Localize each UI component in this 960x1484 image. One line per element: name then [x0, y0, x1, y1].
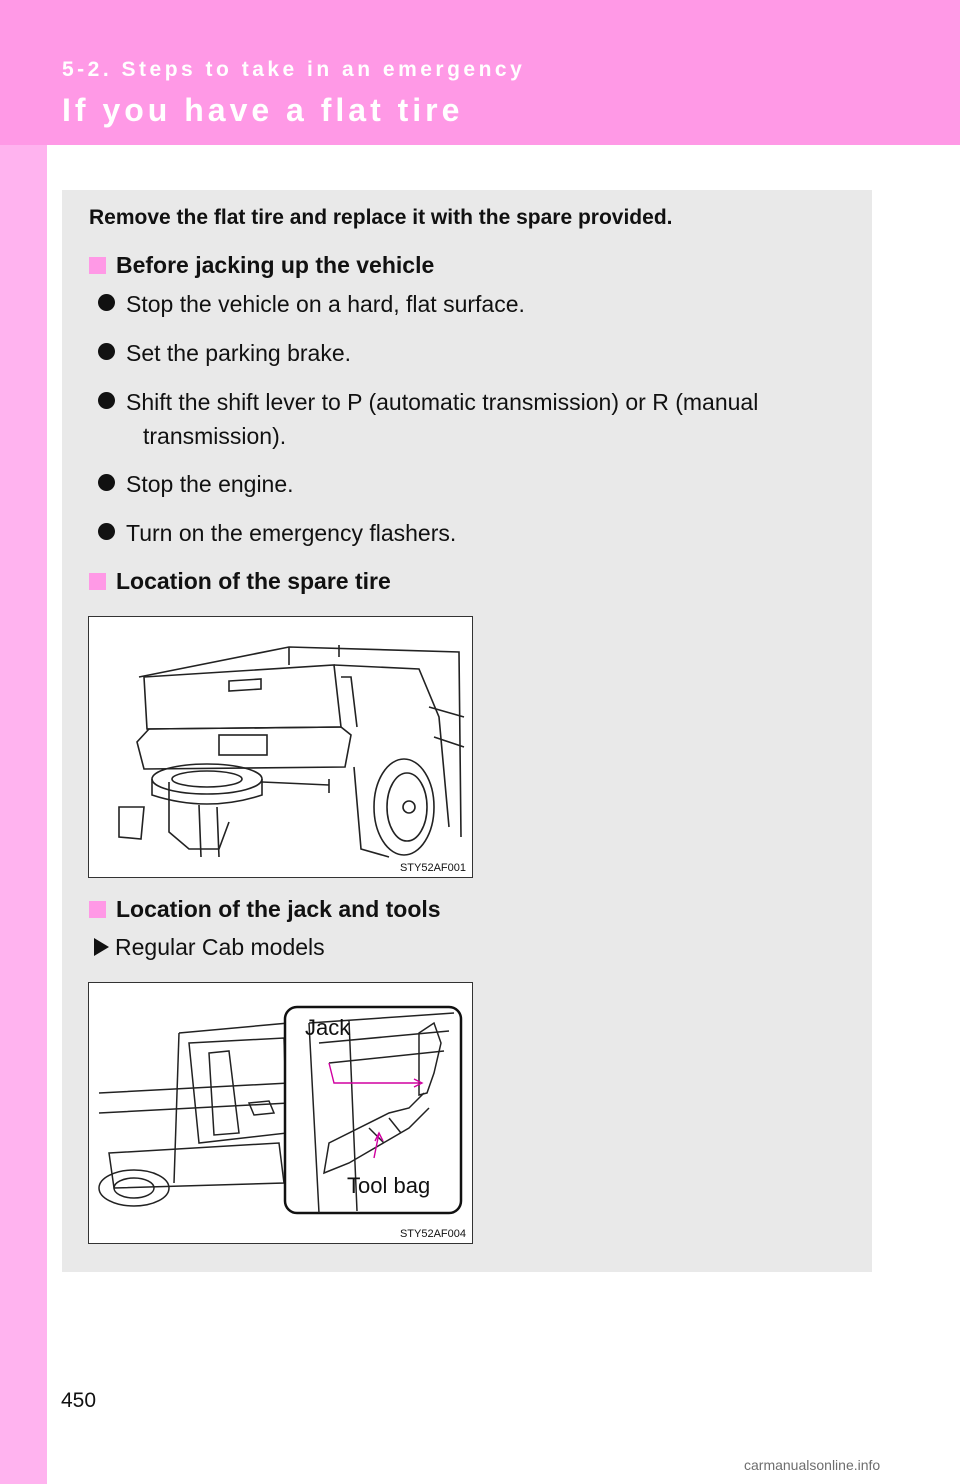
bullet-dot-icon	[98, 392, 115, 409]
model-label-text: Regular Cab models	[115, 934, 325, 960]
bullet-item	[98, 471, 294, 498]
bullet-dot-icon	[98, 294, 115, 311]
bullet-text: Turn on the emergency flashers.	[126, 520, 457, 546]
heading-spare-location	[89, 568, 391, 595]
label-jack: Jack	[305, 1015, 351, 1040]
intro-text: Remove the flat tire and replace it with the spare provided.	[89, 206, 673, 229]
section-title: 5-2. Steps to take in an emergency	[62, 58, 526, 81]
truck-rear-illustration	[89, 617, 472, 877]
heading-jack-location	[89, 896, 441, 923]
bullet-item	[98, 340, 351, 367]
heading-before-jacking	[89, 252, 434, 279]
bullet-continuation: transmission).	[143, 423, 287, 449]
bullet-text: Set the parking brake.	[126, 340, 352, 366]
label-tool-bag: Tool bag	[347, 1173, 431, 1198]
model-label	[94, 934, 325, 961]
heading-before-jacking-text: Before jacking up the vehicle	[116, 252, 435, 278]
bullet-text: Shift the shift lever to P (automatic transmission) or R (manual	[126, 389, 759, 415]
bullet-item	[98, 389, 758, 416]
square-bullet-icon	[89, 257, 106, 274]
watermark: carmanualsonline.info	[744, 1457, 881, 1473]
side-tab-strip	[0, 145, 47, 1484]
bullet-dot-icon	[98, 343, 115, 360]
bullet-item	[98, 520, 456, 547]
figure-spare-tire	[88, 616, 473, 878]
cab-interior-illustration	[89, 983, 472, 1243]
page-number: 450	[61, 1389, 97, 1412]
bullet-item	[98, 291, 525, 318]
square-bullet-icon	[89, 901, 106, 918]
page-header	[0, 0, 960, 145]
figure-code: STY52AF004	[399, 1228, 466, 1240]
heading-jack-location-text: Location of the jack and tools	[116, 896, 441, 922]
figure-code: STY52AF001	[399, 862, 466, 874]
page-title: If you have a flat tire	[62, 92, 464, 128]
arrow-right-icon	[94, 938, 109, 956]
figure-jack-tools	[88, 982, 473, 1244]
bullet-dot-icon	[98, 474, 115, 491]
bullet-text: Stop the vehicle on a hard, flat surface.	[126, 291, 525, 317]
square-bullet-icon	[89, 573, 106, 590]
bullet-text: Stop the engine.	[126, 471, 294, 497]
bullet-dot-icon	[98, 523, 115, 540]
heading-spare-location-text: Location of the spare tire	[116, 568, 391, 594]
